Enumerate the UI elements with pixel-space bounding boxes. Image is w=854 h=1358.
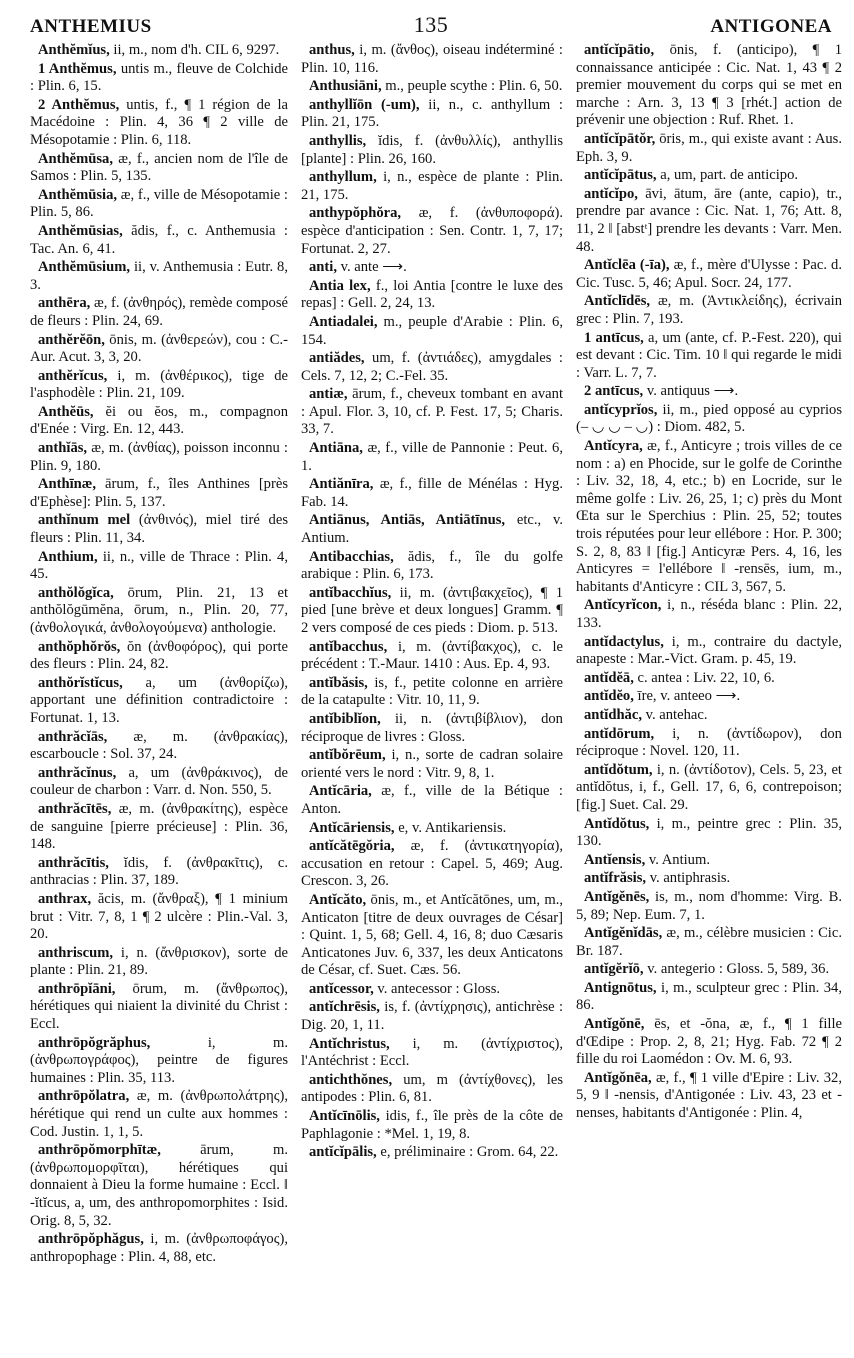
entry-headword: Antĭcyrĭcon, xyxy=(584,597,662,614)
dictionary-entry xyxy=(301,42,563,77)
dictionary-entry xyxy=(576,852,842,870)
entry-definition: īre, v. anteeo ⟶. xyxy=(637,688,741,705)
dictionary-entry xyxy=(301,1108,563,1143)
entry-definition: i, m. (ἀνθρωποφάγος), anthropophage : Plin. 4, 88, etc. xyxy=(30,1231,288,1265)
entry-definition: ii, m., pied opposé au cyprios (– ◡ ◡ – ◡) : Diom. 482, 5. xyxy=(576,401,842,436)
entry-headword: Anthĕmūsa, xyxy=(38,150,114,167)
dictionary-entry xyxy=(576,816,842,851)
entry-headword: Antĭcīnōlis, xyxy=(309,1108,380,1125)
entry-headword: antĭgĕrĭō, xyxy=(584,961,644,978)
entry-definition: i, m., sculpteur grec : Plin. 34, 86. xyxy=(576,979,842,1014)
entry-headword: anthrōpŏmorphītæ, xyxy=(38,1142,161,1159)
entry-definition: is, f. (ἀντίχρησις), antichrèse : Dig. 20, 1, 11. xyxy=(301,999,563,1034)
dictionary-entry xyxy=(30,61,288,96)
dictionary-entry xyxy=(576,1070,842,1123)
entry-headword: anthrăcĭnus, xyxy=(38,764,117,781)
entry-headword: antĭdactylus, xyxy=(584,633,664,650)
dictionary-entry xyxy=(301,278,563,313)
entry-headword: 1 Anthĕmus, xyxy=(38,60,117,77)
entry-definition: e, v. Antikariensis. xyxy=(398,819,507,836)
dictionary-entry xyxy=(301,440,563,475)
entry-headword: Anthĕmĭus, xyxy=(38,42,110,58)
entry-headword: Antignōtus, xyxy=(584,979,657,996)
entry-definition: āvi, ātum, āre (ante, capio), tr., prendre par avance : Cic. Nat. 1, 76; Att. 8, 11, 2 ‖ [abstᵗ] prendre les devants : Varr. Men. 48. xyxy=(576,185,842,255)
entry-definition: v. Antium. xyxy=(648,851,710,868)
dictionary-entry xyxy=(301,981,563,999)
entry-headword: Antiadalei, xyxy=(309,313,378,330)
entry-headword: antĭbacchĭus, xyxy=(309,584,392,601)
entry-definition: i, n. (ἀντίδοτον), Cels. 5, 23, et antĭdŏtus, i, f., Gell. 17, 6, 6, contrepoison; [fig.] Suet. Cal. 29. xyxy=(576,761,842,813)
entry-definition: i, n., sorte de cadran solaire orienté vers le nord : Vitr. 9, 8, 1. xyxy=(301,747,563,781)
entry-definition: ōris, m., qui existe avant : Aus. Eph. 3, 9. xyxy=(576,130,842,165)
dictionary-entry xyxy=(30,1231,288,1266)
entry-headword: anthĕrĭcus, xyxy=(38,367,108,384)
dictionary-entry xyxy=(301,169,563,204)
entry-definition: i, n. (ἄνθρισκον), sorte de plante : Plin. 21, 89. xyxy=(30,944,288,979)
entry-headword: antĭdhăc, xyxy=(584,706,642,723)
dictionary-entry xyxy=(301,1036,563,1071)
dictionary-entry xyxy=(30,187,288,222)
entry-headword: Antia lex, xyxy=(309,277,371,294)
entry-headword: anthrăcĭās, xyxy=(38,728,108,745)
entry-definition: ēs, et -ŏna, æ, f., ¶ 1 fille d'Œdipe : Prop. 2, 8, 21; Hyg. Fab. 72 ¶ 2 fille du roi Laomédon : Ov. M. 6, 93. xyxy=(576,1016,842,1068)
dictionary-entry xyxy=(576,925,842,960)
entry-headword: Anthĕūs, xyxy=(38,403,94,420)
dictionary-entry xyxy=(30,675,288,728)
entry-headword: antiădes, xyxy=(309,350,365,367)
entry-definition: v. antegerio : Gloss. 5, 589, 36. xyxy=(647,961,830,978)
entry-headword: antĭdŏtum, xyxy=(584,761,653,778)
entry-definition: (ἀνθινός), miel tiré des fleurs : Plin. 11, 34. xyxy=(30,512,288,547)
entry-headword: anti, xyxy=(309,259,337,276)
dictionary-entry xyxy=(30,332,288,367)
column-left xyxy=(30,42,288,1352)
entry-headword: Antiāna, xyxy=(309,440,363,457)
dictionary-entry xyxy=(30,223,288,258)
entry-definition: æ, m., célèbre musicien : Cic. Br. 187. xyxy=(576,925,842,959)
entry-definition: ĭdis, f. (ἀνθυλλίς), anthyllis [plante] : Plin. 26, 160. xyxy=(301,132,563,167)
dictionary-entry xyxy=(576,688,842,706)
entry-definition: ĭdis, f. (ἀνθρακῖτις), c. anthracias : Plin. 37, 189. xyxy=(30,854,288,889)
dictionary-entry xyxy=(30,945,288,980)
entry-headword: Anthium, xyxy=(38,548,98,565)
entry-headword: anthĭnum mel xyxy=(38,512,131,529)
dictionary-entry xyxy=(301,78,563,96)
entry-definition: æ, f. (ἀνθυποφορά). espèce d'anticipation : Sen. Contr. 1, 7, 17; Fortunat. 2, 27. xyxy=(301,205,563,257)
entry-definition: v. antehac. xyxy=(645,706,708,723)
dictionary-entry xyxy=(576,186,842,256)
entry-headword: antiæ, xyxy=(309,386,348,403)
entry-definition: a, um (ἀνθράκινος), de couleur de charbon : Varr. d. Non. 550, 5. xyxy=(30,764,288,799)
dictionary-entry xyxy=(576,961,842,979)
entry-headword: Antibacchias, xyxy=(309,548,394,565)
entry-definition: ōnis, m., et Antĭcătōnes, um, m., Anticaton [titre de deux ouvrages de César] : Quint. 1, 5, 68; Gell. 4, 16, 8; duo Cæsaris Anticatones Juv. 6, 337, les deux Anticatons de César, cf. Suet. Cæs. 56. xyxy=(301,891,563,979)
entry-headword: antĭcătēgŏria, xyxy=(309,838,395,855)
entry-definition: æ, f., fille de Ménélas : Hyg. Fab. 14. xyxy=(301,476,563,510)
entry-headword: anthŏrĭstĭcus, xyxy=(38,674,123,691)
entry-definition: ii, v. Anthemusia : Eutr. 8, 3. xyxy=(30,259,288,293)
dictionary-entry xyxy=(576,889,842,924)
entry-definition: ii, n., c. anthyllum : Plin. 21, 175. xyxy=(301,96,563,131)
entry-headword: Antĭgĕnēs, xyxy=(584,888,650,905)
entry-headword: antĭfrăsis, xyxy=(584,870,647,887)
entry-headword: Anthĕmūsia, xyxy=(38,186,118,203)
entry-headword: Antĭgŏnēa, xyxy=(584,1069,652,1086)
entry-headword: antĭbacchus, xyxy=(309,638,388,655)
dictionary-entry xyxy=(301,783,563,818)
dictionary-entry xyxy=(30,855,288,890)
entry-headword: Antiănīra, xyxy=(309,476,374,493)
dictionary-entry xyxy=(301,314,563,349)
dictionary-entry xyxy=(576,167,842,185)
entry-headword: antĭbiblĭon, xyxy=(309,710,381,727)
entry-definition: a, um, part. de anticipo. xyxy=(660,167,799,184)
entry-headword: antĭbăsis, xyxy=(309,674,368,691)
dictionary-entry xyxy=(576,1016,842,1069)
entry-definition: etc., v. Antium. xyxy=(301,512,563,547)
entry-definition: c. antea : Liv. 22, 10, 6. xyxy=(637,669,775,686)
entry-definition: ii, n., ville de Thrace : Plin. 4, 45. xyxy=(30,548,288,583)
dictionary-entry xyxy=(576,402,842,437)
entry-definition: ārum, f., cheveux tombant en avant : Apul. Flor. 3, 10, cf. P. Fest. 17, 5; Charis. 33, 7. xyxy=(301,386,563,438)
entry-headword: Antĭclīdēs, xyxy=(584,293,651,310)
dictionary-entry xyxy=(30,801,288,854)
entry-definition: i, m., peintre grec : Plin. 35, 130. xyxy=(576,815,842,850)
entry-headword: antĭdĕo, xyxy=(584,688,634,705)
entry-definition: um, f. (ἀντιάδες), amygdales : Cels. 7, 12, 2; C.-Fel. 35. xyxy=(301,350,563,384)
entry-definition: ĕi ou ĕos, m., compagnon d'Enée : Virg. En. 12, 443. xyxy=(30,403,288,438)
dictionary-entry xyxy=(576,707,842,725)
entry-definition: ōnis, f. (anticipo), ¶ 1 connaissance anticipée : Cic. Nat. 1, 43 ¶ 2 premier mouvement du corps qui se met en marche : Arn. 3, 13 ¶ 3 [rhét.] action de prévenir une objection : Ruf. Rhet. 1. xyxy=(576,42,842,129)
entry-headword: anthrax, xyxy=(38,890,92,907)
dictionary-entry xyxy=(576,870,842,888)
entry-headword: Anthusiāni, xyxy=(309,78,382,95)
entry-headword: 2 antīcus, xyxy=(584,383,644,400)
dictionary-entry xyxy=(30,295,288,330)
dictionary-entry xyxy=(576,42,842,130)
entry-definition: v. ante ⟶. xyxy=(340,259,407,276)
entry-definition: m., peuple d'Arabie : Plin. 6, 154. xyxy=(301,313,563,348)
entry-definition: idis, f., île près de la côte de Paphlagonie : *Mel. 1, 19, 8. xyxy=(301,1108,563,1142)
dictionary-entry xyxy=(301,711,563,746)
entry-definition: um, m (ἀντίχθονες), les antipodes : Plin. 6, 81. xyxy=(301,1071,563,1106)
dictionary-entry xyxy=(301,675,563,710)
entry-definition: æ, f. (ἀντικατηγορία), accusation en retour : Capel. 5, 469; Aug. Crescon. 3, 26. xyxy=(301,838,563,890)
entry-definition: i, m. (ἀνθρωπογράφος), peintre de figures humaines : Plin. 35, 113. xyxy=(30,1034,288,1086)
entry-definition: is, f., petite colonne en arrière de la catapulte : Vitr. 10, 11, 9. xyxy=(301,674,563,709)
dictionary-entry xyxy=(301,205,563,258)
entry-definition: æ, f. (ἀνθηρός), remède composé de fleurs : Plin. 24, 69. xyxy=(30,295,288,329)
entry-definition: ŏn (ἀνθοφόρος), qui porte des fleurs : Plin. 24, 82. xyxy=(30,638,288,673)
entry-headword: antĭcĭpo, xyxy=(584,185,638,202)
entry-definition: æ, f., Anticyre ; trois villes de ce nom : a) en Phocide, sur le golfe de Corinthe : Liv. 32, 18, 4, etc.; b) en Locride, sur le même golfe : Liv. 26, 25, 1; c) près du Mont Œta sur le Sperchius : Plin. 25, 52; toutes trois réputées pour leur ellébore : Hor. P. 300; S. 2, 8, 83 ‖ [fig.] Anticyræ Pers. 4, 16, les Anticyres = l'ellébore ‖ -rensēs, ium, m., habitants d'Anticyre : CIL 3, 567, 5. xyxy=(576,438,842,595)
entry-definition: a, um (ἀνθορίζω), apportant une définition contradictoire : Fortunat. 1, 13. xyxy=(30,674,288,726)
entry-definition: ădis, f., c. Anthemusia : Tac. An. 6, 41. xyxy=(30,222,288,257)
entry-headword: Anthīnæ, xyxy=(38,476,96,493)
dictionary-entry xyxy=(301,476,563,511)
entry-definition: e, préliminaire : Grom. 64, 22. xyxy=(380,1144,559,1161)
entry-definition: æ, m. (ἀνθίας), poisson inconnu : Plin. 9, 180. xyxy=(30,440,288,474)
page-number: 135 xyxy=(413,12,449,37)
dictionary-entry xyxy=(30,512,288,547)
entry-definition: æ, f., ville de Mésopotamie : Plin. 5, 86. xyxy=(30,186,288,221)
dictionary-entry xyxy=(576,726,842,761)
entry-definition: i, m., contraire du dactyle, anapeste : Mar.-Vict. Gram. p. 45, 19. xyxy=(576,633,842,668)
dictionary-entry xyxy=(30,259,288,294)
dictionary-entry xyxy=(576,670,842,688)
dictionary-entry xyxy=(576,597,842,632)
entry-headword: Antĭensis, xyxy=(584,851,646,868)
entry-definition: æ, f., ville de la Bétique : Anton. xyxy=(301,783,563,817)
entry-headword: antĭchrēsis, xyxy=(309,999,380,1016)
dictionary-entry xyxy=(30,440,288,475)
entry-headword: antĭdōrum, xyxy=(584,725,655,742)
entry-headword: anthēra, xyxy=(38,295,91,312)
entry-definition: v. antiphrasis. xyxy=(649,870,731,887)
dictionary-entry xyxy=(301,512,563,547)
dictionary-entry xyxy=(301,386,563,439)
entry-headword: 2 Anthĕmus, xyxy=(38,96,120,113)
entry-definition: ădis, f., île du golfe arabique : Plin. 6, 173. xyxy=(301,548,563,583)
entry-headword: anthyllum, xyxy=(309,169,377,186)
dictionary-entry xyxy=(301,259,563,277)
entry-definition: ōrum, Plin. 21, 13 et anthŏlŏgūmĕna, ōrum, n., Plin. 20, 77, (ἀνθολογικά, ἀνθολογούμενα) anthologie. xyxy=(30,584,288,636)
dictionary-entry xyxy=(301,820,563,838)
dictionary-entry xyxy=(301,133,563,168)
dictionary-entry xyxy=(30,549,288,584)
dictionary-entry xyxy=(576,762,842,815)
dictionary-entry xyxy=(301,549,563,584)
entry-headword: anthyllis, xyxy=(309,132,367,149)
entry-headword: anthypŏphŏra, xyxy=(309,205,402,222)
dictionary-entry xyxy=(30,151,288,186)
entry-headword: Antĭcăto, xyxy=(309,891,367,908)
entry-definition: æ, m. (ἀνθρωπολάτρης), hérétique qui rend un culte aux hommes : Cod. Justin. 1, 1, 5. xyxy=(30,1088,288,1140)
entry-definition: untis m., fleuve de Colchide : Plin. 6, 15. xyxy=(30,60,288,95)
entry-headword: anthŏphŏrŏs, xyxy=(38,638,121,655)
entry-definition: æ, f., mère d'Ulysse : Pac. d. Cic. Tusc. 5, 46; Apul. Socr. 24, 177. xyxy=(576,257,842,291)
dictionary-entry xyxy=(301,585,563,638)
entry-headword: antĭcĭpātus, xyxy=(584,167,657,184)
column-middle xyxy=(301,42,563,1352)
entry-headword: Anthĕmūsias, xyxy=(38,222,123,239)
dictionary-entry xyxy=(576,383,842,401)
dictionary-entry xyxy=(30,42,288,60)
entry-definition: i, m. (ἀντίβακχος), c. le précédent : T.-Maur. 1410 : Aus. Ep. 4, 93. xyxy=(301,638,563,673)
dictionary-entry xyxy=(30,97,288,150)
entry-definition: ii, m. (ἀντιβακχεῖος), ¶ 1 pied [une brève et deux longues] Gramm. ¶ 2 vers composé de ces pieds : Diom. p. 513. xyxy=(301,584,563,636)
page-header xyxy=(30,12,832,38)
dictionary-entry xyxy=(301,1144,563,1162)
entry-headword: antĭbŏrēum, xyxy=(309,747,386,764)
entry-headword: anthus, xyxy=(309,42,355,58)
entry-headword: antĭcĭpātŏr, xyxy=(584,130,656,147)
dictionary-entry xyxy=(30,729,288,764)
dictionary-entry xyxy=(576,438,842,596)
entry-headword: anthriscum, xyxy=(38,944,113,961)
entry-headword: Antĭclēa (-īa), xyxy=(584,257,670,274)
dictionary-entry xyxy=(301,1072,563,1107)
entry-definition: ōnis, m. (ἀνθερεών), cou : C.-Aur. Acut. 3, 3, 20. xyxy=(30,331,288,366)
entry-definition: i, m. (ἀντίχριστος), l'Antéchrist : Eccl. xyxy=(301,1035,563,1070)
dictionary-entry xyxy=(576,293,842,328)
dictionary-entry xyxy=(576,980,842,1015)
entry-headword: antĭcĭpātio, xyxy=(584,42,655,58)
entry-definition: ii, n. (ἀντιβίβλιον), don réciproque de livres : Gloss. xyxy=(301,710,563,745)
entry-headword: Antĭcāriensis, xyxy=(309,819,395,836)
running-head-right: ANTIGONEA xyxy=(710,16,832,37)
dictionary-entry xyxy=(576,330,842,383)
entry-definition: a, um (ante, cf. P.-Fest. 220), qui est devant : Cic. Tim. 10 ‖ qui regarde le midi : Varr. L. 7, 7. xyxy=(576,329,842,381)
column-right xyxy=(576,42,842,1352)
entry-definition: ārum, m. (ἀνθρωπομορφῖται), hérétiques qui donnaient à Dieu la forme humaine : Eccl. ‖ -ĭtĭcus, a, um, des anthropomorphites : Isid. Orig. 8, 5, 32. xyxy=(30,1142,288,1229)
dictionary-entry xyxy=(30,1142,288,1230)
entry-definition: i, n. (ἀντίδωρον), don réciproque : Novel. 120, 11. xyxy=(576,725,842,760)
entry-headword: Antiānus, Antiās, Antiātīnus, xyxy=(309,512,506,529)
running-head-left: ANTHEMIUS xyxy=(30,16,152,37)
dictionary-entry xyxy=(301,838,563,891)
entry-headword: antĭcessor, xyxy=(309,980,374,997)
dictionary-entry xyxy=(30,765,288,800)
dictionary-entry xyxy=(301,639,563,674)
entry-definition: is, m., nom d'homme: Virg. B. 5, 89; Nep. Eum. 7, 1. xyxy=(576,888,842,923)
entry-headword: Antĭdŏtus, xyxy=(584,815,650,832)
entry-headword: Antĭchristus, xyxy=(309,1035,390,1052)
dictionary-entry xyxy=(576,257,842,292)
dictionary-entry xyxy=(30,891,288,944)
entry-definition: i, m. (ἄνθος), oiseau indéterminé : Plin. 10, 116. xyxy=(301,42,563,76)
dictionary-entry xyxy=(30,1035,288,1088)
entry-headword: anthrōpŏphăgus, xyxy=(38,1231,144,1248)
dictionary-entry xyxy=(301,747,563,782)
entry-definition: æ, f., ville de Pannonie : Peut. 6, 1. xyxy=(301,440,563,474)
entry-headword: antĭcĭpālis, xyxy=(309,1144,377,1161)
entry-definition: m., peuple scythe : Plin. 6, 50. xyxy=(385,78,563,95)
entry-headword: anthŏlŏgĭca, xyxy=(38,584,114,601)
entry-headword: antĭcyprĭos, xyxy=(584,401,658,418)
entry-definition: f., loi Antia [contre le luxe des repas] : Gell. 2, 24, 13. xyxy=(301,277,563,312)
entry-headword: anthrăcītis, xyxy=(38,854,109,871)
dictionary-entry xyxy=(576,634,842,669)
entry-definition: æ, m. (ἀνθρακίτης), espèce de sanguine [pierre précieuse] : Plin. 36, 148. xyxy=(30,800,288,853)
entry-headword: Antĭgŏnē, xyxy=(584,1016,645,1033)
entry-headword: anthrăcītēs, xyxy=(38,800,112,817)
entry-definition: v. antiquus ⟶. xyxy=(646,383,739,400)
entry-definition: i, m. (ἀνθέρικος), tige de l'asphodèle : Plin. 21, 109. xyxy=(30,367,288,402)
dictionary-entry xyxy=(301,97,563,132)
entry-definition: ārum, f., îles Anthines [près d'Ephèse]: Plin. 5, 137. xyxy=(30,476,288,510)
entry-definition: æ, m. (Ἀντικλείδης), écrivain grec : Plin. 7, 193. xyxy=(576,293,842,327)
entry-headword: Antĭcāria, xyxy=(309,783,372,800)
entry-definition: ōrum, m. (ἄνθρωπος), hérétiques qui niaient la divinité du Christ : Eccl. xyxy=(30,980,288,1033)
entry-headword: Antĭgĕnĭdās, xyxy=(584,925,663,942)
dictionary-entry xyxy=(30,368,288,403)
dictionary-entry xyxy=(301,999,563,1034)
dictionary-entry xyxy=(30,981,288,1034)
entry-definition: i, n., réséda blanc : Plin. 22, 133. xyxy=(576,597,842,631)
columns xyxy=(30,42,842,1352)
entry-headword: anthrōpŏlatra, xyxy=(38,1088,130,1105)
dictionary-entry xyxy=(301,350,563,385)
entry-definition: ii, m., nom d'h. CIL 6, 9297. xyxy=(113,42,280,58)
entry-headword: anthrōpĭāni, xyxy=(38,980,116,997)
dictionary-entry xyxy=(30,639,288,674)
entry-headword: anthrōpŏgrăphus, xyxy=(38,1034,151,1051)
entry-headword: Antĭcyra, xyxy=(584,438,643,455)
entry-headword: anthĕrĕōn, xyxy=(38,331,105,348)
entry-headword: 1 antīcus, xyxy=(584,329,644,346)
entry-definition: v. antecessor : Gloss. xyxy=(377,980,501,997)
entry-headword: anthĭās, xyxy=(38,440,88,457)
dictionary-entry xyxy=(30,585,288,638)
entry-headword: Anthĕmūsium, xyxy=(38,259,131,276)
dictionary-entry xyxy=(301,892,563,980)
dictionary-entry xyxy=(30,404,288,439)
entry-definition: untis, f., ¶ 1 région de la Macédoine : Plin. 4, 36 ¶ 2 ville de Mésopotamie : Plin. 6, 118. xyxy=(30,96,288,148)
entry-definition: æ, f., ¶ 1 ville d'Epire : Liv. 32, 5, 9 ‖ -nensis, d'Antigonée : Liv. 43, 23 et -nenses, habitants d'Antigonée : Plin. 4, xyxy=(576,1069,842,1122)
entry-definition: i, n., espèce de plante : Plin. 21, 175. xyxy=(301,169,563,203)
entry-definition: æ, m. (ἀνθρακίας), escarboucle : Sol. 37, 24. xyxy=(30,728,288,763)
entry-headword: antĭdĕā, xyxy=(584,669,634,686)
dictionary-entry xyxy=(576,131,842,166)
entry-definition: ăcis, m. (ἄνθραξ), ¶ 1 minium brut : Vitr. 7, 8, 1 ¶ 2 ulcère : Plin.-Val. 3, 20. xyxy=(30,890,288,943)
dictionary-entry xyxy=(30,476,288,511)
dictionary-entry xyxy=(30,1088,288,1141)
entry-headword: antichthŏnes, xyxy=(309,1071,393,1088)
entry-headword: anthyllĭōn (-um), xyxy=(309,96,420,113)
entry-definition: æ, f., ancien nom de l'île de Samos : Plin. 5, 135. xyxy=(30,150,288,185)
